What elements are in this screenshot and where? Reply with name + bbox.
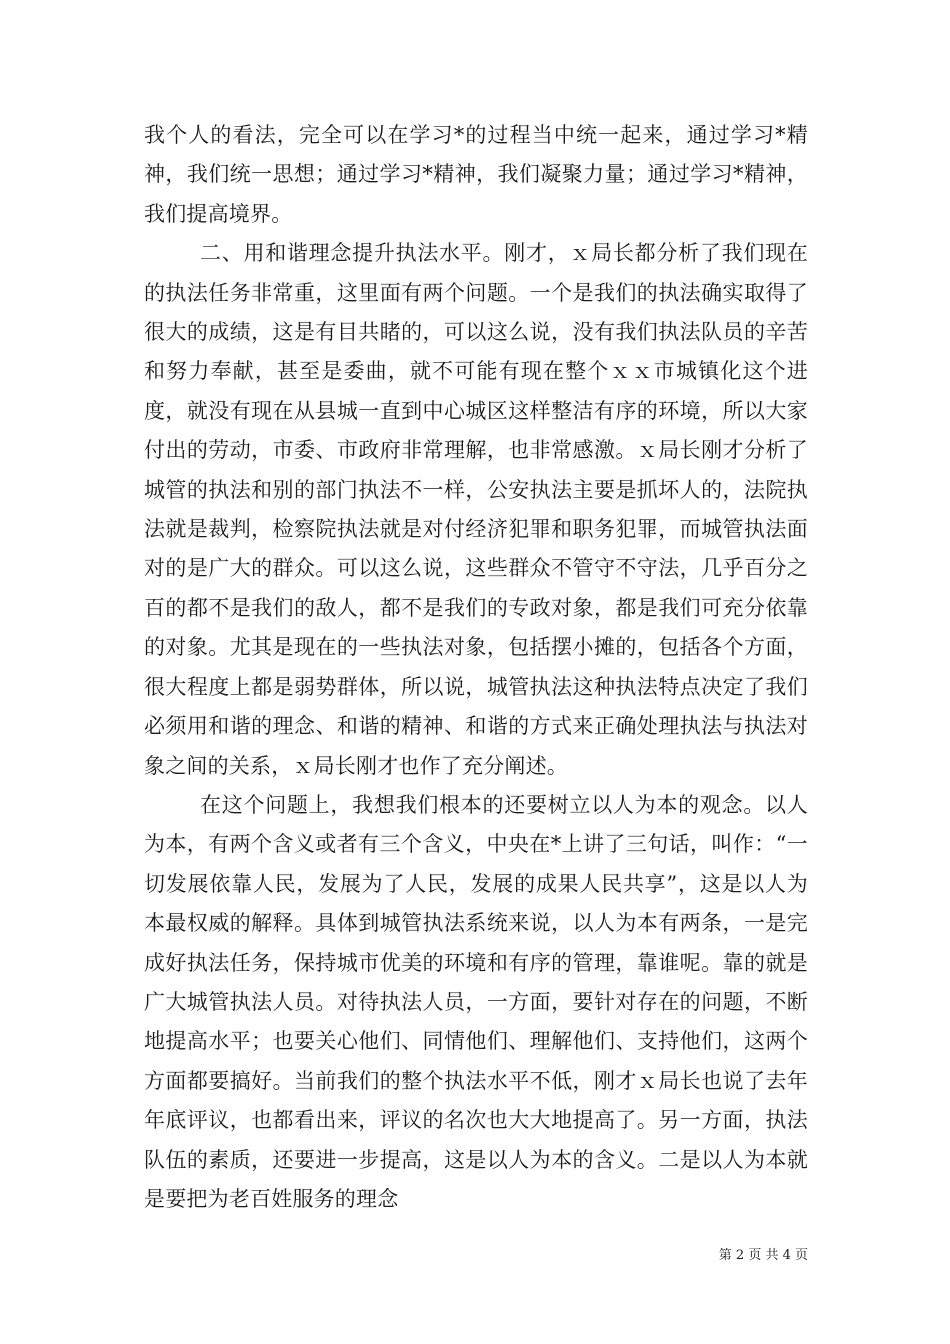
paragraph-continuation: 我个人的看法，完全可以在学习*的过程当中统一起来，通过学习*精神，我们统一思想；通过学习*精神，我们凝聚力量；通过学习*精神，我们提高境界。 (144, 123, 808, 226)
document-body (144, 116, 808, 1219)
page-number-footer: 第 2 页 共 4 页 (718, 1248, 808, 1263)
paragraph-people-oriented: 在这个问题上，我想我们根本的还要树立以人为本的观念。以人为本，有两个含义或者有三个含义，中央在*上讲了三句话，叫作：“一切发展依靠人民，发展为了人民，发展的成果人民共享”，这是以人为本最权威的解释。具体到城管执法系统来说，以人为本有两条，一是完成好执法任务，保持城市优美的环境和有序的管理，靠谁呢。靠的就是广大城管执法人员。对待执法人员，一方面，要针对存在的问题，不断地提高水平；也要关心他们、同情他们、理解他们、支持他们，这两个方面都要搞好。当前我们的整个执法水平不低，刚才ｘ局长也说了去年年底评议，也都看出来，评议的名次也大大地提高了。另一方面，执法队伍的素质，还要进一步提高，这是以人为本的含义。二是以人为本就是要把为老百姓服务的理念 (144, 792, 808, 1211)
paragraph-harmony-enforcement: 二、用和谐理念提升执法水平。刚才，ｘ局长都分析了我们现在的执法任务非常重，这里面有两个问题。一个是我们的执法确实取得了很大的成绩，这是有目共睹的，可以这么说，没有我们执法队员的辛苦和努力奉献，甚至是委曲，就不可能有现在整个ｘｘ市城镇化这个进度，就没有现在从县城一直到中心城区这样整洁有序的环境，所以大家付出的劳动，市委、市政府非常理解，也非常感激。ｘ局长刚才分析了城管的执法和别的部门执法不一样，公安执法主要是抓坏人的，法院执法就是裁判，检察院执法就是对付经济犯罪和职务犯罪，而城管执法面对的是广大的群众。可以这么说，这些群众不管守不守法，几乎百分之百的都不是我们的敌人，都不是我们的专政对象，都是我们可充分依靠的对象。尤其是现在的一些执法对象，包括摆小摊的，包括各个方面，很大程度上都是弱势群体，所以说，城管执法这种执法特点决定了我们必须用和谐的理念、和谐的精神、和谐的方式来正确处理执法与执法对象之间的关系，ｘ局长刚才也作了充分阐述。 (144, 241, 808, 778)
